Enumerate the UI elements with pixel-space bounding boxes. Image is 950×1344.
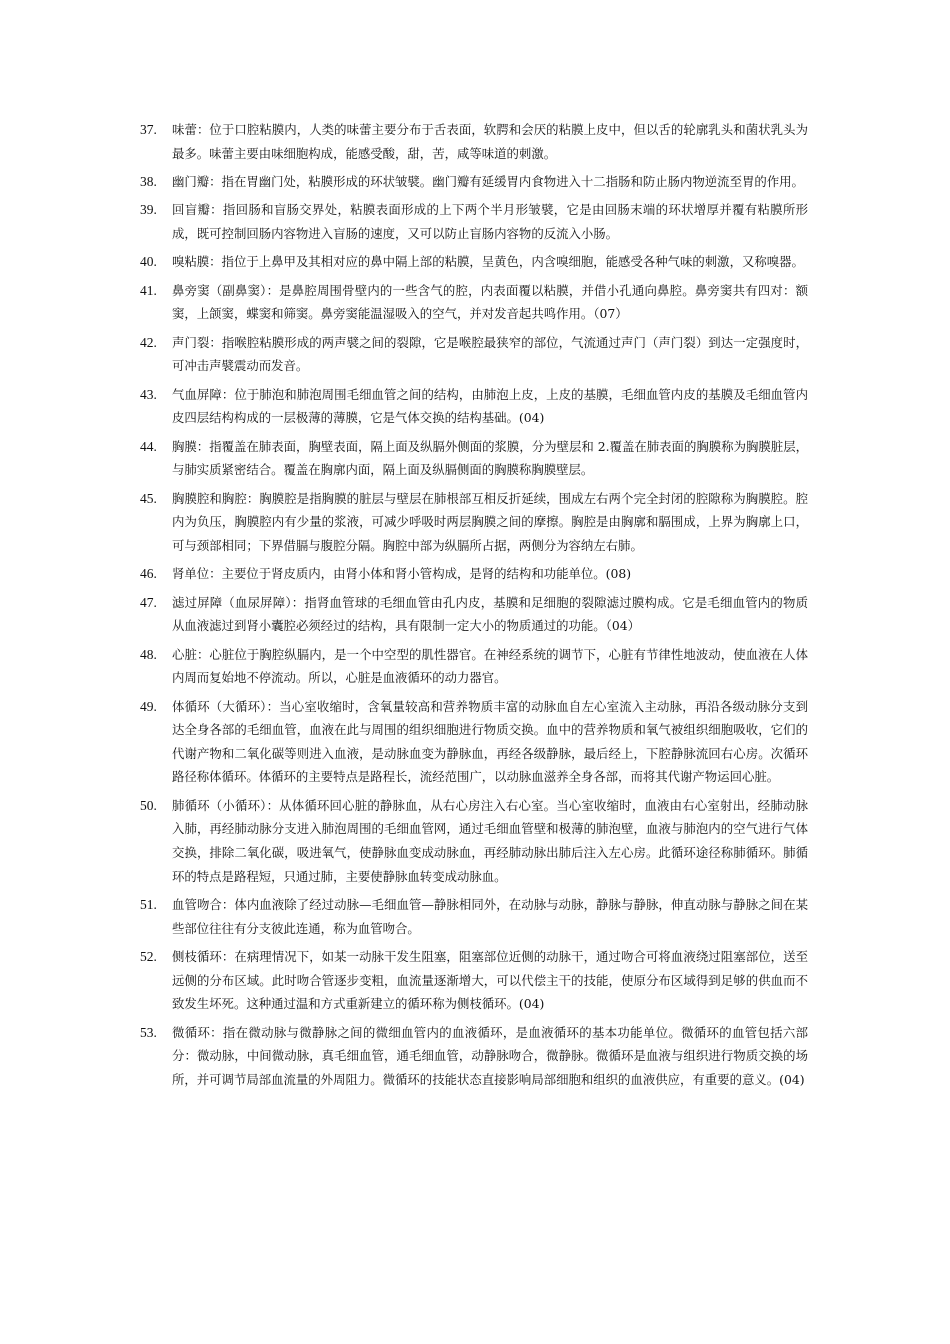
entry-text: 声门裂：指喉腔粘膜形成的两声襞之间的裂隙，它是喉腔最狭窄的部位，气流通过声门（声门裂）到达一定强度时，可冲击声襞震动而发音。	[172, 334, 808, 374]
list-item	[140, 695, 808, 789]
list-item	[140, 794, 808, 888]
entry-number: 42.	[140, 334, 157, 350]
list-item	[140, 893, 808, 940]
entry-text: 微循环：指在微动脉与微静脉之间的微细血管内的血液循环，是血液循环的基本功能单位。微循环的血管包括六部分：微动脉，中间微动脉，真毛细血管，通毛细血管，动静脉吻合，微静脉。微循环是血液与组织进行物质交换的场所，并可调节局部血流量的外周阻力。微循环的技能状态直接影响局部细胞和组织的血液供应，有重要的意义。(04)	[172, 1024, 808, 1087]
entry-number: 50.	[140, 797, 157, 813]
entry-number: 53.	[140, 1024, 157, 1040]
list-item	[140, 591, 808, 638]
entry-number: 46.	[140, 566, 157, 582]
entry-number: 44.	[140, 438, 157, 454]
entry-number: 49.	[140, 698, 157, 714]
list-item	[140, 383, 808, 430]
list-item	[140, 250, 808, 274]
entry-number: 52.	[140, 948, 157, 964]
entry-text: 肾单位：主要位于肾皮质内，由肾小体和肾小管构成，是肾的结构和功能单位。(08)	[172, 566, 632, 582]
entry-number: 40.	[140, 254, 157, 270]
definition-list	[140, 118, 808, 1096]
entry-number: 51.	[140, 896, 157, 912]
entry-text: 血管吻合：体内血液除了经过动脉—毛细血管—静脉相同外，在动脉与动脉，静脉与静脉，伸直动脉与静脉之间在某些部位往往有分支彼此连通，称为血管吻合。	[172, 896, 808, 936]
list-item	[140, 945, 808, 1016]
list-item	[140, 1021, 808, 1092]
entry-text: 心脏：心脏位于胸腔纵膈内，是一个中空型的肌性器官。在神经系统的调节下，心脏有节律性地波动，使血液在人体内周而复始地不停流动。所以，心脏是血液循环的动力器官。	[172, 646, 808, 686]
list-item	[140, 487, 808, 558]
entry-number: 43.	[140, 386, 157, 402]
entry-text: 侧枝循环：在病理情况下，如某一动脉干发生阻塞，阻塞部位近侧的动脉干，通过吻合可将血液绕过阻塞部位，送至远侧的分布区域。此时吻合管逐步变粗，血流量逐渐增大，可以代偿主干的技能，使原分布区域得到足够的供血而不致发生坏死。这种通过温和方式重新建立的循环称为侧枝循环。(04)	[172, 948, 808, 1012]
entry-number: 38.	[140, 173, 157, 189]
list-item	[140, 279, 808, 326]
entry-text: 鼻旁窦（副鼻窦）：是鼻腔周围骨壁内的一些含气的腔，内表面覆以粘膜，并借小孔通向鼻腔。鼻旁窦共有四对：额窦，上颌窦，蝶窦和筛窦。鼻旁窦能温湿吸入的空气，并对发音起共鸣作用。（07）	[172, 282, 808, 322]
entry-text: 胸膜：指覆盖在肺表面，胸壁表面，隔上面及纵膈外侧面的浆膜，分为壁层和 2.覆盖在肺表面的胸膜称为胸膜脏层，与肺实质紧密结合。覆盖在胸廓内面，隔上面及纵膈侧面的胸膜称胸膜壁层。	[172, 438, 808, 478]
list-item	[140, 118, 808, 165]
entry-text: 肺循环（小循环）：从体循环回心脏的静脉血，从右心房注入右心室。当心室收缩时，血液由右心室射出，经肺动脉入肺，再经肺动脉分支进入肺泡周围的毛细血管网，通过毛细血管壁和极薄的肺泡壁，血液与肺泡内的空气进行气体交换，排除二氧化碳，吸进氧气，使静脉血变成动脉血，再经肺动脉出肺后注入左心房。此循环途径称肺循环。肺循环的特点是路程短，只通过肺，主要使静脉血转变成动脉血。	[172, 797, 808, 884]
list-item	[140, 435, 808, 482]
list-item	[140, 562, 808, 586]
entry-number: 37.	[140, 122, 157, 137]
entry-number: 41.	[140, 282, 157, 298]
entry-number: 45.	[140, 490, 157, 506]
entry-number: 47.	[140, 594, 157, 610]
entry-text: 胸膜腔和胸腔：胸膜腔是指胸膜的脏层与壁层在肺根部互相反折延续，围成左右两个完全封闭的腔隙称为胸膜腔。腔内为负压，胸膜腔内有少量的浆液，可减少呼吸时两层胸膜之间的摩擦。胸腔是由胸廓和膈围成，上界为胸廓上口，可与颈部相同；下界借膈与腹腔分隔。胸腔中部为纵膈所占据，两侧分为容纳左右肺。	[172, 490, 808, 553]
entry-text: 回盲瓣：指回肠和盲肠交界处，粘膜表面形成的上下两个半月形皱襞，它是由回肠末端的环状增厚并覆有粘膜所形成，既可控制回肠内容物进入盲肠的速度，又可以防止盲肠内容物的反流入小肠。	[172, 202, 808, 241]
list-item	[140, 170, 808, 194]
entry-text: 滤过屏障（血尿屏障）：指肾血管球的毛细血管由孔内皮，基膜和足细胞的裂隙滤过膜构成。它是毛细血管内的物质从血液滤过到肾小囊腔必须经过的结构，具有限制一定大小的物质通过的功能。（04）	[172, 594, 808, 634]
list-item	[140, 643, 808, 690]
entry-number: 48.	[140, 646, 157, 662]
list-item	[140, 198, 808, 245]
entry-text: 幽门瓣：指在胃幽门处，粘膜形成的环状皱襞。幽门瓣有延缓胃内食物进入十二指肠和防止肠内物逆流至胃的作用。	[172, 173, 804, 189]
entry-text: 体循环（大循环）：当心室收缩时，含氧量较高和营养物质丰富的动脉血自左心室流入主动脉，再沿各级动脉分支到达全身各部的毛细血管，血液在此与周围的组织细胞进行物质交换。血中的营养物质和氧气被组织细胞吸收，它们的代谢产物和二氧化碳等则进入血液，是动脉血变为静脉血，再经各级静脉，最后经上，下腔静脉流回右心房。次循环路径称体循环。体循环的主要特点是路程长，流经范围广，以动脉血滋养全身各部，而将其代谢产物运回心脏。	[172, 698, 808, 785]
entry-text: 气血屏障：位于肺泡和肺泡周围毛细血管之间的结构，由肺泡上皮，上皮的基膜，毛细血管内皮的基膜及毛细血管内皮四层结构构成的一层极薄的薄膜，它是气体交换的结构基础。(04)	[172, 386, 808, 426]
entry-text: 嗅粘膜：指位于上鼻甲及其相对应的鼻中隔上部的粘膜，呈黄色，内含嗅细胞，能感受各种气味的刺激，又称嗅器。	[172, 254, 804, 270]
list-item	[140, 331, 808, 378]
entry-number: 39.	[140, 202, 157, 218]
entry-text: 味蕾：位于口腔粘膜内，人类的味蕾主要分布于舌表面，软腭和会厌的粘膜上皮中，但以舌的轮廓乳头和菌状乳头为最多。味蕾主要由味细胞构成，能感受酸，甜，苦，咸等味道的刺激。	[172, 122, 808, 161]
